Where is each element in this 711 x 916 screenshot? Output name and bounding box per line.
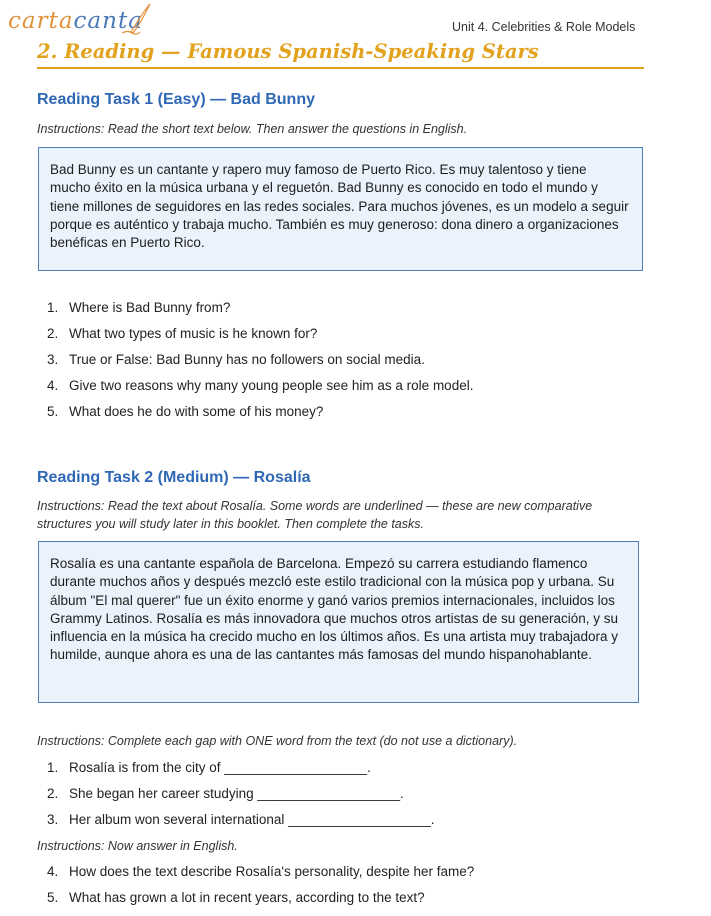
cartacanta-logo <box>4 2 154 38</box>
question-item: 1. Where is Bad Bunny from? <box>47 300 231 315</box>
answer-question-item: 5. What has grown a lot in recent years, according to the text? <box>47 890 425 905</box>
task2-heading: Reading Task 2 (Medium) — Rosalía <box>37 469 311 486</box>
task2-reading-text: Rosalía es una cantante española de Barcelona. Empezó su carrera estudiando flamenco durante muchos años y después mezcló este estilo tradicional con la música pop y urbana. Su álbum "El mal querer" fue un éxito enorme y ganó varios premios internacionales, incluidos los Grammy Latinos. Rosalía es más innovadora que muchos otros artistas de su generación, y su influencia en la música ha crecido mucho en los últimos años. Es una artista muy trabajadora y humilde, aunque ahora es una de las cantantes más famosas del mundo hispanohablante. <box>38 541 639 703</box>
gap-fill-instructions: Instructions: Complete each gap with ONE word from the text (do not use a dictionary). <box>37 734 518 748</box>
page-title: 2. Reading — Famous Spanish-Speaking Stars <box>37 40 539 63</box>
quill-icon <box>4 2 154 38</box>
title-divider <box>37 67 644 69</box>
question-item: 4. Give two reasons why many young people see him as a role model. <box>47 378 474 393</box>
task1-questions <box>38 300 473 430</box>
unit-label: Unit 4. Celebrities & Role Models <box>452 20 636 34</box>
answer-questions <box>38 864 474 916</box>
gap-question-item: 1. Rosalía is from the city of ___________________. <box>47 760 371 775</box>
task2-instructions: Instructions: Read the text about Rosalía. Some words are underlined — these are new comparative structures you will study later in this booklet. Then complete the tasks. <box>37 499 593 531</box>
gap-question-item: 2. She began her career studying ___________________. <box>47 786 404 801</box>
task1-reading-text: Bad Bunny es un cantante y rapero muy famoso de Puerto Rico. Es muy talentoso y tiene mucho éxito en la música urbana y el reguetón. Bad Bunny es conocido en todo el mundo y tiene millones de seguidores en las redes sociales. Para muchos jóvenes, es un modelo a seguir porque es auténtico y trabaja mucho. También es muy generoso: dona dinero a organizaciones benéficas en Puerto Rico. <box>38 147 643 271</box>
gap-fill-questions <box>38 760 435 838</box>
logo-text: cartacanta <box>8 8 143 34</box>
question-item: 3. True or False: Bad Bunny has no followers on social media. <box>47 352 425 367</box>
answer-instructions: Instructions: Now answer in English. <box>37 839 238 853</box>
gap-question-item: 3. Her album won several international ___________________. <box>47 812 435 827</box>
question-item: 5. What does he do with some of his money? <box>47 404 324 419</box>
task1-heading: Reading Task 1 (Easy) — Bad Bunny <box>37 91 315 108</box>
answer-question-item: 4. How does the text describe Rosalía's personality, despite her fame? <box>47 864 475 879</box>
question-item: 2. What two types of music is he known for? <box>47 326 318 341</box>
task1-instructions: Instructions: Read the short text below. Then answer the questions in English. <box>37 122 468 136</box>
